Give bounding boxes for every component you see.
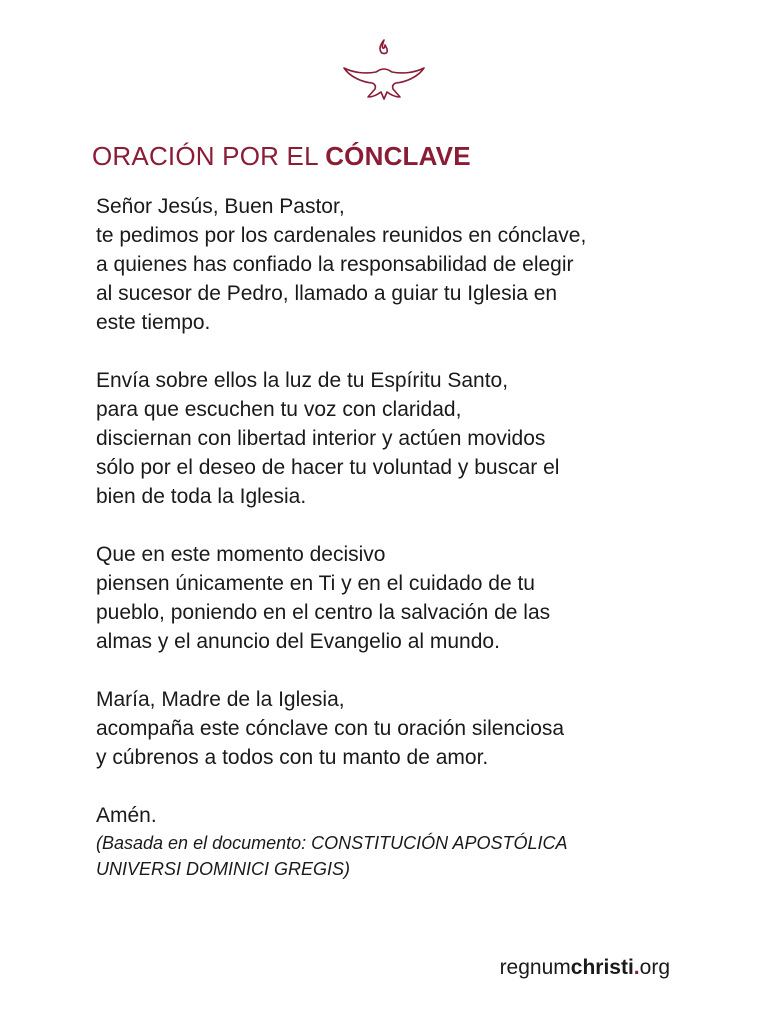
website-url [500,956,670,980]
prayer-line: Que en este momento decisivo [96,543,386,566]
prayer-line: sólo por el deseo de hacer tu voluntad y buscar el [96,456,560,479]
stanza [96,192,716,337]
website-part2: christi [570,956,634,979]
website-dot: . [633,956,640,979]
stanza-amen [96,801,716,830]
website-part1: regnum [499,956,571,979]
prayer-line: disciernan con libertad interior y actúen movidos [96,427,546,450]
title-bold: CÓNCLAVE [325,141,471,171]
title-light: ORACIÓN POR EL [92,141,326,171]
stanza [96,366,716,511]
prayer-line: para que escuchen tu voz con claridad, [96,398,462,421]
prayer-line: Amén. [96,804,157,827]
source-line: (Basada en el documento: CONSTITUCIÓN APOSTÓLICA [96,833,568,853]
prayer-line: acompaña este cónclave con tu oración silenciosa [96,717,565,740]
stanza [96,685,716,772]
dove-flame-icon [340,36,428,104]
prayer-line: este tiempo. [96,311,211,334]
prayer-line: almas y el anuncio del Evangelio al mundo. [96,630,500,653]
prayer-line: y cúbrenos a todos con tu manto de amor. [96,746,489,769]
prayer-line: Envía sobre ellos la luz de tu Espíritu Santo, [96,369,509,392]
prayer-line: bien de toda la Iglesia. [96,485,307,508]
prayer-line: a quienes has confiado la responsabilidad de elegir [96,253,574,276]
prayer-line: María, Madre de la Iglesia, [96,688,345,711]
prayer-line: pueblo, poniendo en el centro la salvación de las [96,601,551,624]
source-line: UNIVERSI DOMINICI GREGIS) [96,859,351,879]
prayer-line: Señor Jesús, Buen Pastor, [96,195,345,218]
prayer-line: piensen únicamente en Ti y en el cuidado de tu [96,572,535,595]
stanza [96,540,716,656]
prayer-line: te pedimos por los cardenales reunidos en cónclave, [96,224,587,247]
source-citation [96,830,716,882]
prayer-line: al sucesor de Pedro, llamado a guiar tu Iglesia en [96,282,558,305]
page-title [92,141,471,172]
website-part3: org [639,956,670,979]
prayer-body [96,192,716,859]
